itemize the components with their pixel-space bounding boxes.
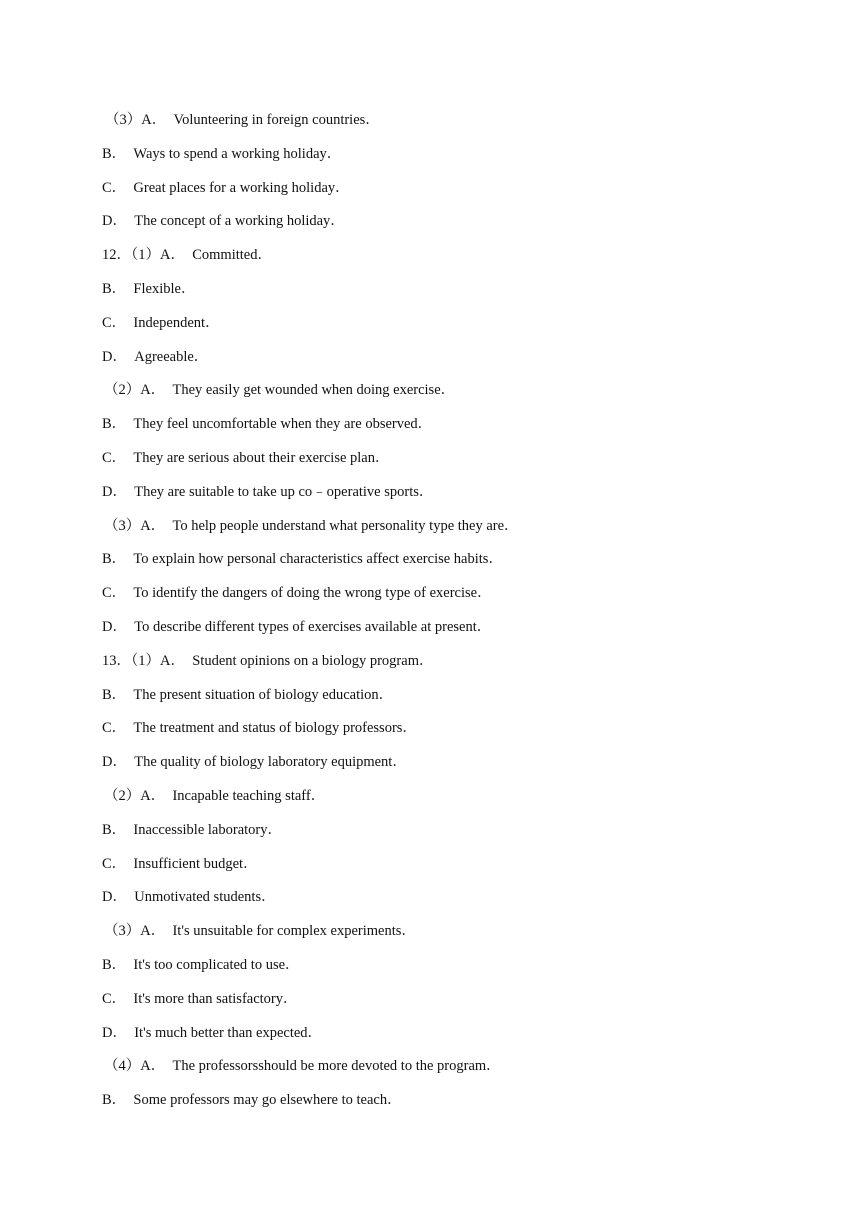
option-line: C． Insufficient budget．	[102, 855, 258, 872]
option-line: C． It's more than satisfactory．	[102, 990, 298, 1007]
option-line: B． Some professors may go elsewhere to teach．	[102, 1092, 402, 1109]
option-line: B． Ways to spend a working holiday．	[102, 145, 342, 162]
option-line: D． The concept of a working holiday．	[102, 213, 345, 230]
option-line: C． The treatment and status of biology professors．	[102, 720, 417, 737]
option-line: D． The quality of biology laboratory equipment．	[102, 754, 407, 771]
option-line: B． Flexible．	[102, 280, 196, 297]
question-line: 12．（1）A． Committed．	[102, 247, 272, 264]
option-line: （3）A． Volunteering in foreign countries．	[105, 112, 380, 128]
option-line: （3）A． It's unsuitable for complex experiments．	[104, 923, 416, 940]
question-options	[102, 108, 802, 1122]
option-line: D． It's much better than expected．	[102, 1024, 323, 1041]
option-line: C． Independent．	[102, 314, 220, 331]
option-line: （3）A． To help people understand what personality type they are．	[104, 517, 519, 534]
option-line: D． To describe different types of exercises available at present．	[102, 618, 492, 635]
option-line: C． Great places for a working holiday．	[102, 179, 350, 196]
option-line: D． They are suitable to take up co﹣operative sports．	[102, 483, 434, 500]
option-line: （2）A． They easily get wounded when doing exercise．	[104, 382, 456, 399]
option-line: B． The present situation of biology education．	[102, 686, 394, 703]
option-line: （4）A． The professorsshould be more devoted to the program．	[104, 1058, 501, 1075]
option-line: C． They are serious about their exercise plan．	[102, 449, 390, 466]
option-line: B． Inaccessible laboratory．	[102, 821, 282, 838]
option-line: D． Agreeable．	[102, 348, 209, 365]
option-line: （2）A． Incapable teaching staff．	[104, 787, 326, 804]
option-line: D． Unmotivated students．	[102, 889, 276, 906]
option-line: B． To explain how personal characteristics affect exercise habits．	[102, 551, 503, 568]
question-line: 13．（1）A． Student opinions on a biology program．	[102, 652, 434, 669]
option-line: B． They feel uncomfortable when they are observed．	[102, 416, 433, 433]
option-line: C． To identify the dangers of doing the wrong type of exercise．	[102, 585, 492, 602]
option-line: B． It's too complicated to use．	[102, 956, 300, 973]
